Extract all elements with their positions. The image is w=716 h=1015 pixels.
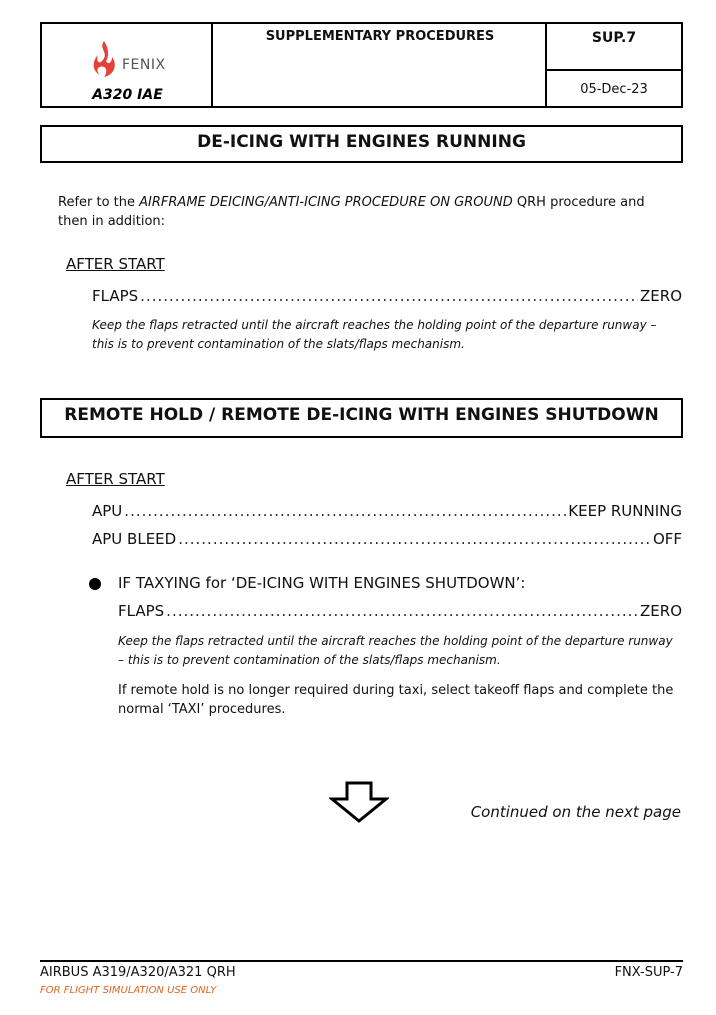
header-logo-cell: [42, 24, 213, 106]
procedure-code: SUP.7: [591, 30, 637, 46]
fenix-logo-icon: [88, 39, 120, 79]
aircraft-label: A320 IAE: [92, 87, 163, 103]
logo-text: FENIX: [122, 57, 166, 73]
continued-text: Continued on the next page: [470, 803, 681, 821]
item-label: APU: [92, 502, 123, 520]
section2-subheading: AFTER START: [66, 470, 165, 488]
section1-note: Keep the flaps retracted until the aircraft reaches the holding point of the departure runway – this is to prevent contamination of the slats/flaps mechanism.: [92, 318, 657, 351]
section1-title: DE-ICING WITH ENGINES RUNNING: [197, 132, 526, 152]
header-divider: [547, 69, 681, 71]
section-title: SUPPLEMENTARY PROCEDURES: [265, 29, 495, 44]
leader-dots: [178, 530, 651, 548]
section2-title: REMOTE HOLD / REMOTE DE-ICING WITH ENGINES SHUTDOWN: [64, 405, 659, 425]
header-code-cell: [547, 24, 681, 106]
item-value: ZERO: [640, 602, 682, 620]
section1-item-flaps: [92, 287, 682, 305]
item-label: FLAPS: [92, 287, 139, 305]
section2-item-apu: [92, 502, 682, 520]
condition-note: Keep the flaps retracted until the aircraft reaches the holding point of the departure runway – this is to prevent contamination of the slats/flaps mechanism.: [118, 634, 673, 667]
leader-dots: [140, 287, 638, 305]
section1-subheading: AFTER START: [66, 255, 165, 273]
section2-item-apu-bleed: [92, 530, 682, 548]
item-value: OFF: [652, 530, 682, 548]
bullet-icon: [89, 578, 101, 590]
footer-note: FOR FLIGHT SIMULATION USE ONLY: [40, 985, 217, 996]
header-section-cell: [213, 24, 547, 106]
condition-heading: IF TAXYING for ‘DE-ICING WITH ENGINES SHUTDOWN’:: [118, 574, 526, 592]
item-label: FLAPS: [118, 602, 165, 620]
item-value: KEEP RUNNING: [568, 502, 682, 520]
section1-intro: [58, 193, 668, 231]
footer-right: FNX-SUP-7: [614, 965, 683, 980]
header-table: [40, 22, 683, 108]
condition-text: If remote hold is no longer required during taxi, select takeoff flaps and complete the normal ‘TAXI’ procedures.: [118, 683, 674, 717]
revision-date: 05-Dec-23: [580, 82, 648, 97]
section1-title-box: [40, 125, 683, 163]
item-value: ZERO: [640, 287, 682, 305]
footer-left: AIRBUS A319/A320/A321 QRH: [40, 965, 236, 980]
intro-text-2: QRH procedure and then in addition:: [58, 195, 645, 229]
intro-text-1: Refer to the: [58, 195, 140, 210]
item-label: APU BLEED: [92, 530, 177, 548]
leader-dots: [166, 602, 638, 620]
section2-title-box: [40, 398, 683, 438]
down-arrow-icon: [329, 781, 389, 823]
leader-dots: [124, 502, 566, 520]
footer-divider: [40, 960, 683, 962]
intro-procedure-ref: AIRFRAME DEICING/ANTI-ICING PROCEDURE ON GROUND: [139, 195, 513, 210]
condition-item-flaps: [118, 602, 682, 620]
